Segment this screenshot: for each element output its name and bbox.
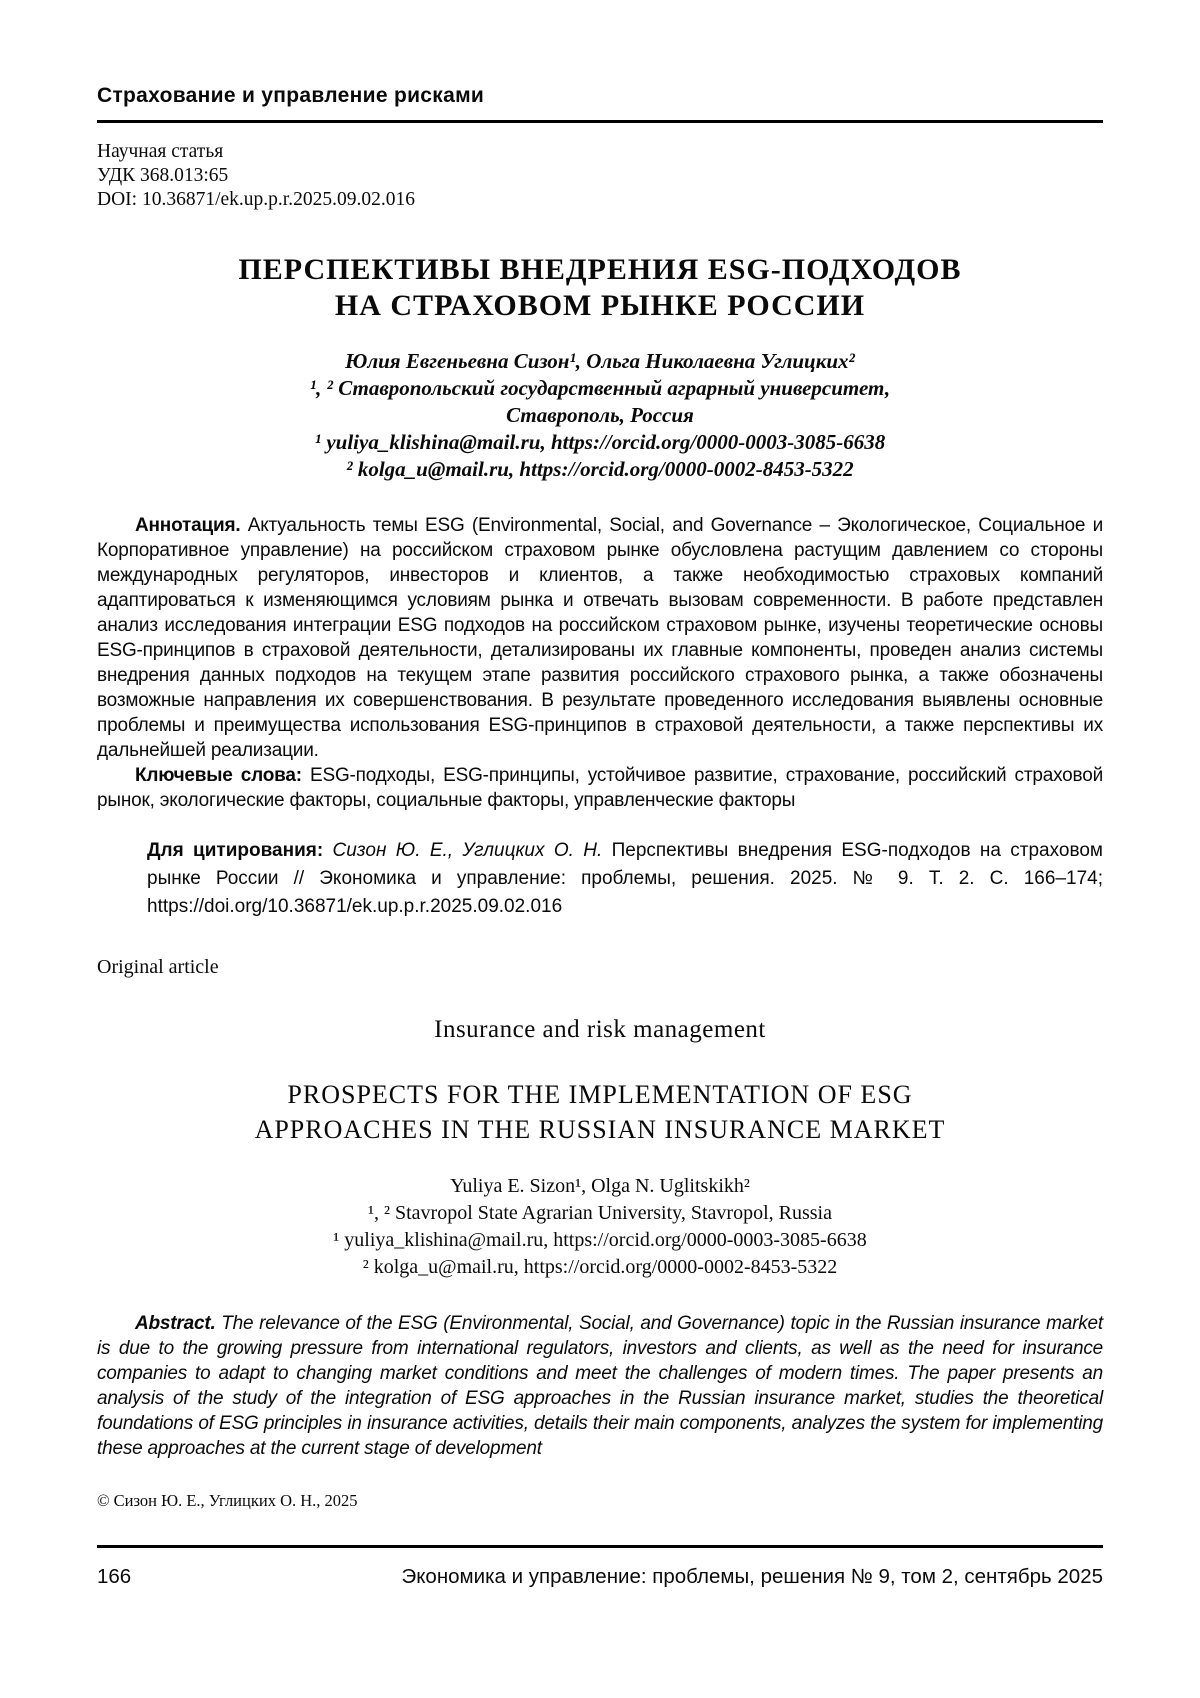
udc-code: УДК 368.013:65 (97, 165, 229, 186)
article-title-ru-line2: НА СТРАХОВОМ РЫНКЕ РОССИИ (334, 289, 866, 322)
author2-email-orcid: ² kolga_u@mail.ru, https://orcid.org/0000-0002-8453-5322 (346, 457, 854, 481)
article-meta (97, 140, 1103, 212)
journal-section-title-en: Insurance and risk management (434, 1016, 766, 1043)
article-title-en (97, 1077, 1103, 1147)
abstract-ru-label: Аннотация. (135, 515, 241, 536)
keywords-ru (97, 763, 1103, 813)
affiliation-ru-line2: Ставрополь, Россия (506, 403, 694, 427)
citation-text: Перспективы внедрения ESG-подходов на страховом рынке России // Экономика и управление: проблемы, решения. 2025. № 9. Т. 2. С. 166–174; https://doi.org/10.36871/ek.up.p.r.2025.09.02.016 (147, 840, 1103, 917)
citation-block (147, 837, 1103, 921)
authors-names-en: Yuliya E. Sizon¹, Olga N. Uglitskikh² (450, 1175, 750, 1197)
abstract-ru-text: Актуальность темы ESG (Environmental, Social, and Governance – Экологическое, Социальное и Корпоративное управление) на российском страховом рынке обусловлена растущим давлением со стороны международных регуляторов, инвесторов и клиентов, а также необходимостью страховых компаний адаптироваться к изменяющимся условиям рынка и отвечать вызовам современности. В работе представлен анализ исследования интеграции ESG подходов на российском страховом рынке, изучены теоретические основы ESG-принципов в страховой деятельности, детализированы их главные компоненты, проведен анализ системы внедрения данных подходов на текущем этапе развития российского страхового рынка, а также обозначены возможные направления их совершенствования. В результате проведенного исследования выявлены основные проблемы и преимущества использования ESG-принципов в страховой деятельности, а также перспективы их дальнейшей реализации. (97, 515, 1103, 761)
article-title-en-line1: PROSPECTS FOR THE IMPLEMENTATION OF ESG (287, 1080, 913, 1109)
authors-block-en (97, 1173, 1103, 1281)
abstract-en-block (97, 1311, 1103, 1461)
authors-names-ru: Юлия Евгеньевна Сизон¹, Ольга Николаевна Углицких² (345, 349, 855, 373)
footer-divider (97, 1545, 1103, 1548)
article-title-ru (97, 252, 1103, 324)
abstract-en-label: Abstract. (135, 1313, 216, 1334)
author1-email-orcid: ¹ yuliya_klishina@mail.ru, https://orcid.org/0000-0003-3085-6638 (314, 430, 886, 454)
keywords-ru-label: Ключевые слова: (135, 765, 302, 786)
article-type-en: Original article (97, 956, 219, 978)
abstract-ru (97, 513, 1103, 763)
article-type-ru: Научная статья (97, 141, 224, 162)
citation-authors: Сизон Ю. Е., Углицких О. Н. (323, 840, 603, 861)
copyright-line: © Сизон Ю. Е., Углицких О. Н., 2025 (97, 1491, 358, 1510)
doi-line: DOI: 10.36871/ek.up.p.r.2025.09.02.016 (97, 189, 415, 210)
header-divider (97, 120, 1103, 123)
keywords-ru-text: ESG-подходы, ESG-принципы, устойчивое развитие, страхование, российский страховой рынок, экологические факторы, социальные факторы, управленческие факторы (97, 765, 1103, 811)
page-number: 166 (97, 1565, 132, 1588)
citation-label: Для цитирования: (147, 840, 324, 861)
journal-footer-line: Экономика и управление: проблемы, решения № 9, том 2, сентябрь 2025 (401, 1565, 1103, 1588)
author2-email-orcid-en: ² kolga_u@mail.ru, https://orcid.org/0000-0002-8453-5322 (362, 1256, 838, 1278)
page-footer (97, 1564, 1103, 1589)
affiliation-ru-line1: ¹, ² Ставропольский государственный аграрный университет, (309, 376, 891, 400)
abstract-ru-block (97, 513, 1103, 813)
abstract-en (97, 1311, 1103, 1461)
abstract-en-text: The relevance of the ESG (Environmental, Social, and Governance) topic in the Russian insurance market is due to the growing pressure from international regulators, investors and clients, as well as the need for insurance companies to adapt to changing market conditions and meet the challenges of modern times. The paper presents an analysis of the study of the integration of ESG approaches in the Russian insurance market, studies the theoretical foundations of ESG principles in insurance activities, details their main components, analyzes the system for implementing these approaches at the current stage of development (97, 1313, 1103, 1459)
affiliation-en: ¹, ² Stavropol State Agrarian University, Stavropol, Russia (368, 1202, 832, 1224)
authors-block-ru (97, 348, 1103, 483)
article-title-ru-line1: ПЕРСПЕКТИВЫ ВНЕДРЕНИЯ ESG-ПОДХОДОВ (238, 253, 962, 286)
author1-email-orcid-en: ¹ yuliya_klishina@mail.ru, https://orcid.org/0000-0003-3085-6638 (333, 1229, 867, 1251)
journal-section-title: Страхование и управление рисками (97, 84, 485, 107)
article-title-en-line2: APPROACHES IN THE RUSSIAN INSURANCE MARKET (254, 1115, 946, 1144)
